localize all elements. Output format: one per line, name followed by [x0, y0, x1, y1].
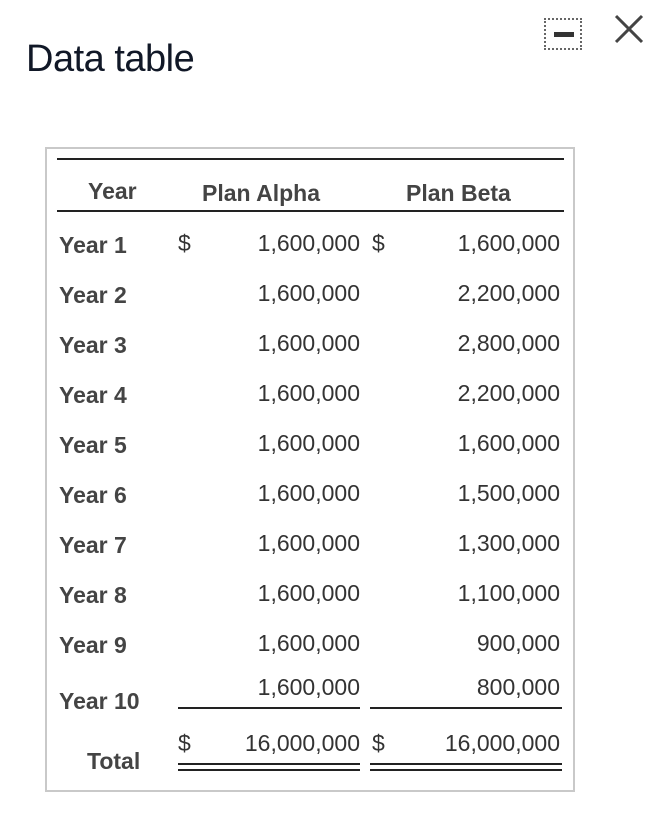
header-plan-alpha: Plan Alpha [202, 180, 320, 206]
beta-value: 1,600,000 [457, 230, 560, 256]
row-label: Year 3 [59, 332, 127, 358]
currency-symbol: $ [372, 230, 385, 256]
total-label: Total [87, 748, 141, 774]
currency-symbol: $ [178, 230, 191, 256]
alpha-value: 1,600,000 [257, 674, 360, 700]
beta-value: 800,000 [476, 674, 560, 700]
beta-value: 1,300,000 [457, 530, 560, 556]
row-label: Year 10 [59, 688, 140, 714]
row-label: Year 9 [59, 632, 127, 658]
row-label: Year 5 [59, 432, 127, 458]
currency-symbol: $ [372, 730, 385, 756]
minimize-icon [554, 32, 574, 37]
header-year: Year [88, 178, 137, 204]
alpha-value: 1,600,000 [257, 380, 360, 406]
row-label: Year 4 [59, 382, 127, 408]
alpha-subtotal-rule [178, 707, 360, 709]
dialog-title: Data table [26, 38, 195, 80]
header-plan-beta: Plan Beta [406, 180, 511, 206]
row-label: Year 8 [59, 582, 127, 608]
beta-total: 16,000,000 [444, 730, 560, 756]
beta-value: 1,100,000 [457, 580, 560, 606]
alpha-value: 1,600,000 [257, 330, 360, 356]
beta-total-double-rule [370, 763, 562, 771]
row-label: Year 2 [59, 282, 127, 308]
alpha-total: 16,000,000 [244, 730, 360, 756]
alpha-value: 1,600,000 [257, 630, 360, 656]
row-label: Year 7 [59, 532, 127, 558]
minimize-button[interactable] [544, 18, 582, 50]
beta-value: 1,600,000 [457, 430, 560, 456]
row-label: Year 6 [59, 482, 127, 508]
alpha-value: 1,600,000 [257, 480, 360, 506]
alpha-total-double-rule [178, 763, 360, 771]
alpha-value: 1,600,000 [257, 530, 360, 556]
table-top-rule [57, 158, 564, 160]
beta-value: 1,500,000 [457, 480, 560, 506]
alpha-value: 1,600,000 [257, 280, 360, 306]
beta-value: 2,200,000 [457, 280, 560, 306]
alpha-value: 1,600,000 [257, 580, 360, 606]
currency-symbol: $ [178, 730, 191, 756]
close-icon[interactable] [612, 12, 646, 46]
beta-value: 2,800,000 [457, 330, 560, 356]
alpha-value: 1,600,000 [257, 430, 360, 456]
header-bottom-rule [57, 210, 564, 212]
alpha-value: 1,600,000 [257, 230, 360, 256]
beta-value: 2,200,000 [457, 380, 560, 406]
beta-value: 900,000 [476, 630, 560, 656]
beta-subtotal-rule [370, 707, 562, 709]
row-label: Year 1 [59, 232, 127, 258]
